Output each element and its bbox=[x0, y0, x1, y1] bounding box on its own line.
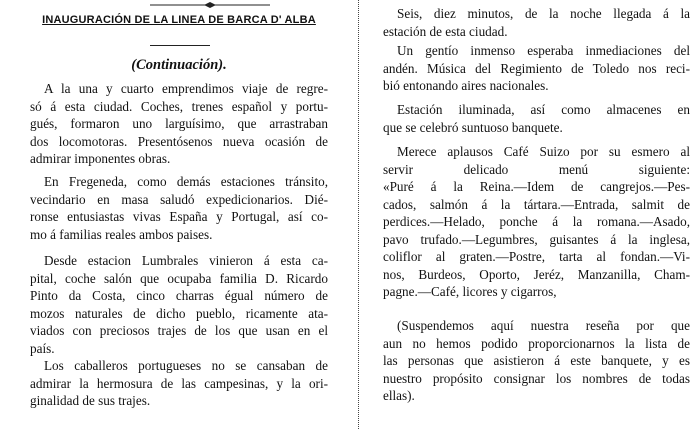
text-line: servir delicado menú siguiente: bbox=[383, 161, 690, 177]
text-line: nos, Burdeos, Oporto, Jeréz, Manzanilla, Cham- bbox=[383, 266, 690, 282]
paragraph bbox=[383, 317, 690, 405]
text-line: país. bbox=[30, 340, 55, 356]
text-line: A la una y cuarto emprendimos viaje de regre- bbox=[44, 81, 328, 96]
text-line: pavo trufado.—Legumbres, guisantes á la inglesa, bbox=[383, 231, 690, 247]
text-line: En Fregeneda, como demás estaciones tránsito, bbox=[44, 174, 328, 189]
text-line: pital, coche salón que ocupaba familia D. Ricardo bbox=[30, 270, 328, 286]
paragraph bbox=[30, 252, 328, 357]
text-line: Merece aplausos Café Suizo por su esmero al bbox=[397, 144, 690, 159]
text-line: perdices.—Helado, ponche á la romana.—Asado, bbox=[383, 214, 690, 229]
text-line: bió entonando aires nacionales. bbox=[383, 78, 549, 93]
text-line: estación de esta ciudad. bbox=[383, 23, 508, 39]
text-line: gués, formaron uno larguísimo, que arrastraban bbox=[30, 116, 328, 131]
text-line: andén. Música del Regimiento de Toledo nos reci- bbox=[383, 60, 690, 76]
article-title: INAUGURACIÓN DE LA LINEA DE BARCA D' ALBA bbox=[42, 14, 316, 26]
paragraph bbox=[30, 173, 328, 243]
title-separator bbox=[150, 45, 210, 46]
column-divider bbox=[358, 0, 359, 429]
text-line: só á esta ciudad. Coches, trenes español y portu- bbox=[30, 98, 328, 114]
text-line: Desde estacion Lumbrales vinieron á esta ca- bbox=[44, 253, 328, 268]
text-line: nuestro propósito consignar los nombres de todas bbox=[383, 370, 690, 386]
paragraph bbox=[383, 42, 690, 95]
text-line: admirar la hermosura de las campesinas, y la ori- bbox=[30, 375, 328, 391]
paragraph bbox=[383, 143, 690, 301]
paragraph bbox=[30, 357, 328, 410]
ornament-rule bbox=[150, 2, 270, 8]
text-line: Los caballeros portugueses no se cansaban de bbox=[44, 358, 328, 373]
text-line: mo á familias reales ambos paises. bbox=[30, 226, 213, 242]
article-subtitle: (Continuación). bbox=[131, 57, 227, 73]
text-line: ginalidad de sus trajes. bbox=[30, 393, 151, 408]
paragraph bbox=[383, 5, 690, 40]
text-line: Seis, diez minutos, de la noche llegada á la bbox=[397, 6, 690, 21]
text-line: las personas que asistieron á este banquete, y es bbox=[383, 353, 690, 368]
text-line: mozos naturales de dicho pueblo, ricamente ata- bbox=[30, 305, 328, 321]
text-line: pagne.—Café, licores y cigarros, bbox=[383, 284, 557, 299]
text-line: dos locomotoras. Presentósenos nueva ocasión de bbox=[30, 133, 328, 149]
text-line: Un gentío inmenso esperaba inmediaciones del bbox=[397, 43, 690, 58]
text-line: ronse entusiastas vivas España y Portugal, así co- bbox=[30, 209, 328, 224]
text-line: admirar imponentes obras. bbox=[30, 151, 171, 166]
text-line: que se celebró suntuoso banquete. bbox=[383, 119, 563, 135]
text-line: Pinto da Costa, cinco charras égual número de bbox=[30, 288, 328, 303]
text-line: (Suspendemos aquí nuestra reseña por que bbox=[397, 318, 690, 333]
text-line: coliflor al graten.—Postre, tarta al fondan.—Vi- bbox=[383, 249, 690, 264]
text-line: Estación iluminada, así como almacenes en bbox=[397, 102, 690, 117]
paragraph bbox=[383, 101, 690, 136]
paragraph bbox=[30, 80, 328, 168]
text-line: «Puré á la Reina.—Idem de cangrejos.—Pes- bbox=[383, 179, 690, 194]
text-line: vecindario en masa saludó expedicionarios. Dié- bbox=[30, 191, 328, 207]
text-line: viados con preciosos trajes de los que usan en el bbox=[30, 323, 328, 338]
text-line: aun no hemos podido proporcionarnos la lista de bbox=[383, 335, 690, 351]
text-line: cados, salmón á la tártara.—Entrada, salmit de bbox=[383, 196, 690, 212]
text-line: ellas). bbox=[383, 388, 415, 403]
